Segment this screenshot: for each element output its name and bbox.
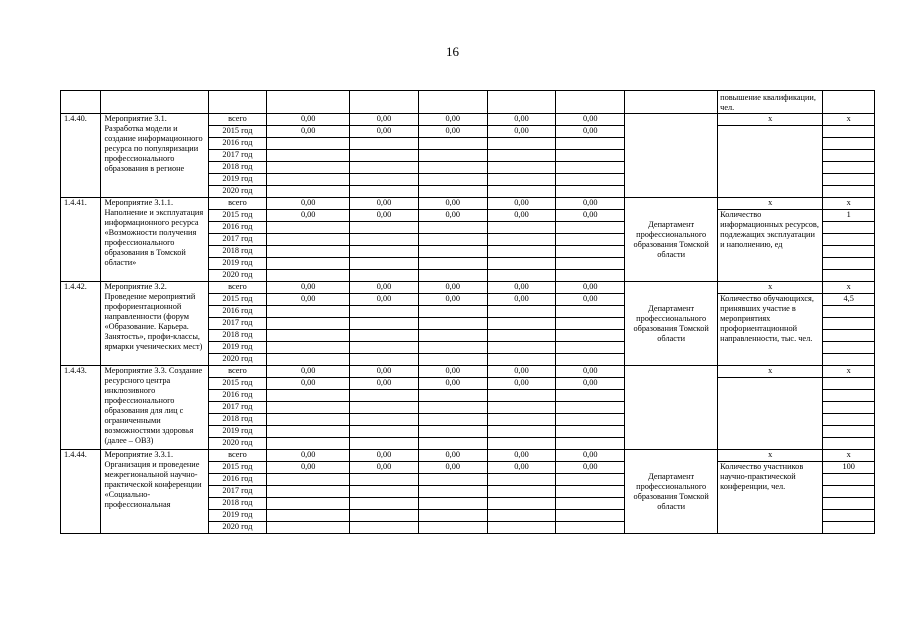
indicator-value bbox=[823, 414, 875, 426]
amount-cell: 0,00 bbox=[350, 462, 419, 474]
amount-cell: 0,00 bbox=[487, 198, 556, 210]
amount-cell bbox=[487, 186, 556, 198]
indicator-value bbox=[823, 426, 875, 438]
amount-cell bbox=[418, 390, 487, 402]
amount-cell bbox=[556, 474, 625, 486]
amount-cell: 0,00 bbox=[556, 366, 625, 378]
amount-cell bbox=[267, 234, 350, 246]
indicator-value bbox=[823, 270, 875, 282]
amount-cell bbox=[487, 150, 556, 162]
amount-cell bbox=[556, 402, 625, 414]
amount-cell bbox=[350, 390, 419, 402]
amount-cell bbox=[418, 270, 487, 282]
amount-cell bbox=[487, 402, 556, 414]
amount-cell: 0,00 bbox=[487, 378, 556, 390]
indicator-value bbox=[823, 378, 875, 390]
year-label: всего bbox=[208, 366, 267, 378]
indicator-value bbox=[823, 174, 875, 186]
amount-cell: 0,00 bbox=[556, 114, 625, 126]
amount-cell: 0,00 bbox=[418, 282, 487, 294]
amount-cell bbox=[487, 234, 556, 246]
amount-cell bbox=[350, 438, 419, 450]
amount-cell: 0,00 bbox=[418, 114, 487, 126]
amount-cell bbox=[267, 390, 350, 402]
year-label: 2017 год bbox=[208, 486, 267, 498]
page-number: 16 bbox=[446, 44, 459, 59]
amount-cell: 0,00 bbox=[418, 210, 487, 222]
amount-cell: 0,00 bbox=[418, 126, 487, 138]
indicator-value bbox=[823, 342, 875, 354]
amount-cell bbox=[418, 402, 487, 414]
amount-cell: 0,00 bbox=[267, 282, 350, 294]
amount-cell bbox=[350, 354, 419, 366]
amount-cell bbox=[418, 318, 487, 330]
amount-cell bbox=[350, 186, 419, 198]
year-label: 2019 год bbox=[208, 426, 267, 438]
activity-name: Мероприятие 3.2. Проведение мероприятий профориентационной направленности (форум «Образование. Карьера. Занятость», профи-классы, ярмарки ученических мест) bbox=[101, 282, 208, 366]
amount-cell bbox=[350, 330, 419, 342]
year-label: 2019 год bbox=[208, 510, 267, 522]
amount-cell bbox=[556, 354, 625, 366]
amount-cell: 0,00 bbox=[350, 198, 419, 210]
amount-cell bbox=[350, 318, 419, 330]
amount-cell bbox=[350, 414, 419, 426]
indicator-value bbox=[823, 402, 875, 414]
amount-cell: 0,00 bbox=[350, 210, 419, 222]
amount-cell bbox=[418, 486, 487, 498]
table-row bbox=[61, 114, 875, 126]
year-label: 2016 год bbox=[208, 222, 267, 234]
indicator-value bbox=[823, 162, 875, 174]
amount-cell bbox=[487, 138, 556, 150]
amount-cell bbox=[487, 486, 556, 498]
amount-cell bbox=[556, 306, 625, 318]
amount-cell: 0,00 bbox=[350, 366, 419, 378]
amount-cell bbox=[556, 390, 625, 402]
amount-cell: 0,00 bbox=[487, 282, 556, 294]
amount-cell bbox=[267, 306, 350, 318]
amount-cell bbox=[556, 186, 625, 198]
year-label: 2015 год bbox=[208, 126, 267, 138]
year-label: 2018 год bbox=[208, 414, 267, 426]
amount-cell: 0,00 bbox=[556, 126, 625, 138]
amount-cell bbox=[556, 150, 625, 162]
year-label: 2016 год bbox=[208, 390, 267, 402]
activity-name: Мероприятие 3.3. Создание ресурсного центра инклюзивного профессионального образования для лиц с ограниченными возможностями здоровья (далее – ОВЗ) bbox=[101, 366, 208, 450]
amount-cell bbox=[350, 510, 419, 522]
amount-cell bbox=[556, 234, 625, 246]
amount-cell: 0,00 bbox=[487, 450, 556, 462]
amount-cell bbox=[556, 174, 625, 186]
department: Департамент профессионального образования Томской области bbox=[625, 282, 718, 366]
amount-cell bbox=[267, 174, 350, 186]
amount-cell bbox=[556, 270, 625, 282]
amount-cell bbox=[418, 510, 487, 522]
amount-cell: 0,00 bbox=[487, 294, 556, 306]
amount-cell bbox=[418, 522, 487, 534]
indicator-name bbox=[718, 378, 823, 450]
amount-cell: 0,00 bbox=[350, 282, 419, 294]
amount-cell bbox=[350, 246, 419, 258]
department bbox=[625, 366, 718, 450]
amount-cell bbox=[267, 330, 350, 342]
amount-cell bbox=[487, 174, 556, 186]
indicator-value bbox=[823, 126, 875, 138]
amount-cell: 0,00 bbox=[267, 114, 350, 126]
amount-cell bbox=[350, 522, 419, 534]
amount-cell bbox=[487, 498, 556, 510]
amount-cell bbox=[556, 330, 625, 342]
indicator-value: х bbox=[823, 198, 875, 210]
indicator-name: Количество обучающихся, принявших участие в мероприятиях профориентационной направленности, тыс. чел. bbox=[718, 294, 823, 366]
amount-cell bbox=[267, 426, 350, 438]
amount-cell bbox=[556, 414, 625, 426]
indicator-value bbox=[823, 222, 875, 234]
activity-name: Мероприятие 3.1.1. Наполнение и эксплуатация информационного ресурса «Возможности получения профессионального образования в Томской области» bbox=[101, 198, 208, 282]
activity-name: Мероприятие 3.1. Разработка модели и создание информационного ресурса по популяризации профессионального образования в регионе bbox=[101, 114, 208, 198]
amount-cell: 0,00 bbox=[350, 114, 419, 126]
amount-cell bbox=[556, 498, 625, 510]
year-label: 2015 год bbox=[208, 294, 267, 306]
amount-cell bbox=[556, 438, 625, 450]
amount-cell bbox=[418, 342, 487, 354]
amount-cell bbox=[418, 138, 487, 150]
row-code: 1.4.42. bbox=[61, 282, 101, 366]
year-label: 2017 год bbox=[208, 234, 267, 246]
table-row bbox=[61, 450, 875, 462]
amount-cell: 0,00 bbox=[350, 450, 419, 462]
indicator-value bbox=[823, 498, 875, 510]
department: Департамент профессионального образования Томской области bbox=[625, 450, 718, 534]
year-label: всего bbox=[208, 198, 267, 210]
indicator-value bbox=[823, 258, 875, 270]
indicator-value bbox=[823, 330, 875, 342]
year-label: 2020 год bbox=[208, 270, 267, 282]
indicator-value bbox=[823, 246, 875, 258]
indicator-value bbox=[823, 474, 875, 486]
amount-cell bbox=[418, 354, 487, 366]
amount-cell bbox=[418, 162, 487, 174]
department bbox=[625, 114, 718, 198]
amount-cell: 0,00 bbox=[350, 294, 419, 306]
amount-cell bbox=[487, 162, 556, 174]
year-label: 2015 год bbox=[208, 462, 267, 474]
amount-cell bbox=[487, 258, 556, 270]
year-label: 2020 год bbox=[208, 354, 267, 366]
amount-cell bbox=[418, 222, 487, 234]
amount-cell bbox=[487, 246, 556, 258]
amount-cell bbox=[350, 342, 419, 354]
year-label: 2018 год bbox=[208, 162, 267, 174]
amount-cell: 0,00 bbox=[418, 462, 487, 474]
amount-cell bbox=[487, 342, 556, 354]
indicator-value: 1 bbox=[823, 210, 875, 222]
year-label: 2017 год bbox=[208, 402, 267, 414]
indicator-name bbox=[718, 126, 823, 198]
year-label: 2017 год bbox=[208, 150, 267, 162]
amount-cell bbox=[267, 342, 350, 354]
amount-cell bbox=[267, 270, 350, 282]
year-label: 2019 год bbox=[208, 342, 267, 354]
amount-cell bbox=[556, 522, 625, 534]
amount-cell: 0,00 bbox=[267, 294, 350, 306]
indicator-value bbox=[823, 486, 875, 498]
amount-cell: 0,00 bbox=[556, 294, 625, 306]
indicator-value bbox=[823, 138, 875, 150]
amount-cell: 0,00 bbox=[267, 210, 350, 222]
amount-cell: 0,00 bbox=[418, 198, 487, 210]
amount-cell bbox=[556, 426, 625, 438]
amount-cell: 0,00 bbox=[418, 294, 487, 306]
amount-cell bbox=[350, 150, 419, 162]
indicator-value: х bbox=[823, 366, 875, 378]
amount-cell: 0,00 bbox=[487, 114, 556, 126]
amount-cell: 0,00 bbox=[556, 210, 625, 222]
amount-cell bbox=[556, 258, 625, 270]
indicator-total: х bbox=[718, 282, 823, 294]
indicator-total: х bbox=[718, 450, 823, 462]
amount-cell bbox=[418, 414, 487, 426]
amount-cell: 0,00 bbox=[267, 450, 350, 462]
amount-cell: 0,00 bbox=[350, 378, 419, 390]
amount-cell bbox=[267, 486, 350, 498]
amount-cell: 0,00 bbox=[487, 210, 556, 222]
amount-cell: 0,00 bbox=[556, 378, 625, 390]
year-label: 2015 год bbox=[208, 210, 267, 222]
indicator-value: 4,5 bbox=[823, 294, 875, 306]
indicator-value bbox=[823, 234, 875, 246]
amount-cell: 0,00 bbox=[350, 126, 419, 138]
amount-cell bbox=[418, 474, 487, 486]
amount-cell bbox=[350, 498, 419, 510]
year-label: 2018 год bbox=[208, 246, 267, 258]
amount-cell bbox=[556, 246, 625, 258]
amount-cell: 0,00 bbox=[487, 462, 556, 474]
year-label: 2016 год bbox=[208, 138, 267, 150]
amount-cell bbox=[487, 270, 556, 282]
amount-cell bbox=[267, 354, 350, 366]
department: Департамент профессионального образования Томской области bbox=[625, 198, 718, 282]
amount-cell bbox=[350, 138, 419, 150]
amount-cell: 0,00 bbox=[556, 462, 625, 474]
amount-cell bbox=[418, 498, 487, 510]
year-label: всего bbox=[208, 282, 267, 294]
amount-cell: 0,00 bbox=[267, 366, 350, 378]
amount-cell bbox=[350, 270, 419, 282]
amount-cell bbox=[487, 390, 556, 402]
amount-cell bbox=[267, 162, 350, 174]
amount-cell: 0,00 bbox=[556, 282, 625, 294]
amount-cell bbox=[418, 258, 487, 270]
indicator-name: Количество участников научно-практической конференции, чел. bbox=[718, 462, 823, 534]
amount-cell bbox=[267, 402, 350, 414]
amount-cell bbox=[350, 234, 419, 246]
amount-cell bbox=[267, 258, 350, 270]
indicator-value bbox=[823, 318, 875, 330]
amount-cell bbox=[267, 186, 350, 198]
year-label: всего bbox=[208, 450, 267, 462]
amount-cell bbox=[556, 510, 625, 522]
amount-cell bbox=[556, 162, 625, 174]
amount-cell bbox=[350, 402, 419, 414]
amount-cell bbox=[418, 174, 487, 186]
table-row bbox=[61, 198, 875, 210]
year-label: 2019 год bbox=[208, 258, 267, 270]
amount-cell: 0,00 bbox=[418, 378, 487, 390]
amount-cell bbox=[350, 486, 419, 498]
amount-cell bbox=[267, 474, 350, 486]
year-label: 2017 год bbox=[208, 318, 267, 330]
amount-cell bbox=[487, 222, 556, 234]
year-label: 2016 год bbox=[208, 306, 267, 318]
indicator-value bbox=[823, 522, 875, 534]
amount-cell bbox=[350, 306, 419, 318]
indicator-value: х bbox=[823, 114, 875, 126]
amount-cell: 0,00 bbox=[418, 450, 487, 462]
amount-cell bbox=[418, 438, 487, 450]
table-row bbox=[61, 366, 875, 378]
amount-cell: 0,00 bbox=[267, 126, 350, 138]
amount-cell bbox=[556, 486, 625, 498]
amount-cell bbox=[487, 438, 556, 450]
indicator-value: х bbox=[823, 450, 875, 462]
indicator-value bbox=[823, 438, 875, 450]
year-label: 2020 год bbox=[208, 522, 267, 534]
budget-table bbox=[60, 90, 875, 534]
amount-cell bbox=[487, 474, 556, 486]
amount-cell bbox=[418, 426, 487, 438]
amount-cell bbox=[556, 138, 625, 150]
amount-cell bbox=[418, 330, 487, 342]
indicator-total: х bbox=[718, 198, 823, 210]
amount-cell bbox=[267, 498, 350, 510]
header-row bbox=[61, 91, 875, 114]
amount-cell bbox=[487, 318, 556, 330]
amount-cell bbox=[418, 150, 487, 162]
amount-cell bbox=[556, 222, 625, 234]
amount-cell bbox=[487, 426, 556, 438]
amount-cell bbox=[267, 150, 350, 162]
amount-cell bbox=[556, 342, 625, 354]
amount-cell bbox=[267, 318, 350, 330]
amount-cell bbox=[267, 246, 350, 258]
row-code: 1.4.44. bbox=[61, 450, 101, 534]
year-label: 2020 год bbox=[208, 438, 267, 450]
amount-cell: 0,00 bbox=[267, 198, 350, 210]
year-label: 2016 год bbox=[208, 474, 267, 486]
amount-cell: 0,00 bbox=[556, 198, 625, 210]
amount-cell bbox=[487, 330, 556, 342]
amount-cell bbox=[418, 234, 487, 246]
row-code: 1.4.41. bbox=[61, 198, 101, 282]
year-label: 2015 год bbox=[208, 378, 267, 390]
indicator-value bbox=[823, 150, 875, 162]
amount-cell bbox=[350, 162, 419, 174]
indicator-value bbox=[823, 186, 875, 198]
amount-cell: 0,00 bbox=[556, 450, 625, 462]
amount-cell bbox=[350, 474, 419, 486]
year-label: 2019 год bbox=[208, 174, 267, 186]
indicator-value bbox=[823, 510, 875, 522]
year-label: 2018 год bbox=[208, 498, 267, 510]
table-row bbox=[61, 282, 875, 294]
indicator-value bbox=[823, 390, 875, 402]
amount-cell bbox=[267, 222, 350, 234]
year-label: 2020 год bbox=[208, 186, 267, 198]
amount-cell bbox=[418, 306, 487, 318]
indicator-total: х bbox=[718, 114, 823, 126]
amount-cell: 0,00 bbox=[487, 366, 556, 378]
year-label: всего bbox=[208, 114, 267, 126]
amount-cell bbox=[350, 174, 419, 186]
amount-cell: 0,00 bbox=[487, 126, 556, 138]
amount-cell bbox=[487, 510, 556, 522]
amount-cell bbox=[487, 414, 556, 426]
amount-cell bbox=[350, 222, 419, 234]
indicator-total: х bbox=[718, 366, 823, 378]
amount-cell bbox=[350, 258, 419, 270]
amount-cell bbox=[418, 246, 487, 258]
amount-cell bbox=[267, 138, 350, 150]
amount-cell: 0,00 bbox=[267, 462, 350, 474]
indicator-value bbox=[823, 306, 875, 318]
indicator-name: Количество информационных ресурсов, подлежащих эксплуатации и наполнению, ед bbox=[718, 210, 823, 282]
activity-name: Мероприятие 3.3.1. Организация и проведение межрегиональной научно-практической конференции «Социально-профессиональная bbox=[101, 450, 208, 534]
amount-cell bbox=[267, 414, 350, 426]
amount-cell bbox=[418, 186, 487, 198]
amount-cell bbox=[487, 354, 556, 366]
amount-cell: 0,00 bbox=[418, 366, 487, 378]
amount-cell bbox=[267, 438, 350, 450]
amount-cell bbox=[350, 426, 419, 438]
amount-cell: 0,00 bbox=[267, 378, 350, 390]
amount-cell bbox=[267, 522, 350, 534]
indicator-value: 100 bbox=[823, 462, 875, 474]
row-code: 1.4.43. bbox=[61, 366, 101, 450]
row-code: 1.4.40. bbox=[61, 114, 101, 198]
amount-cell bbox=[267, 510, 350, 522]
amount-cell bbox=[487, 306, 556, 318]
indicator-value: х bbox=[823, 282, 875, 294]
year-label: 2018 год bbox=[208, 330, 267, 342]
amount-cell bbox=[556, 318, 625, 330]
indicator-value bbox=[823, 354, 875, 366]
header-indicator: повышение квалификации, чел. bbox=[718, 91, 823, 114]
amount-cell bbox=[487, 522, 556, 534]
